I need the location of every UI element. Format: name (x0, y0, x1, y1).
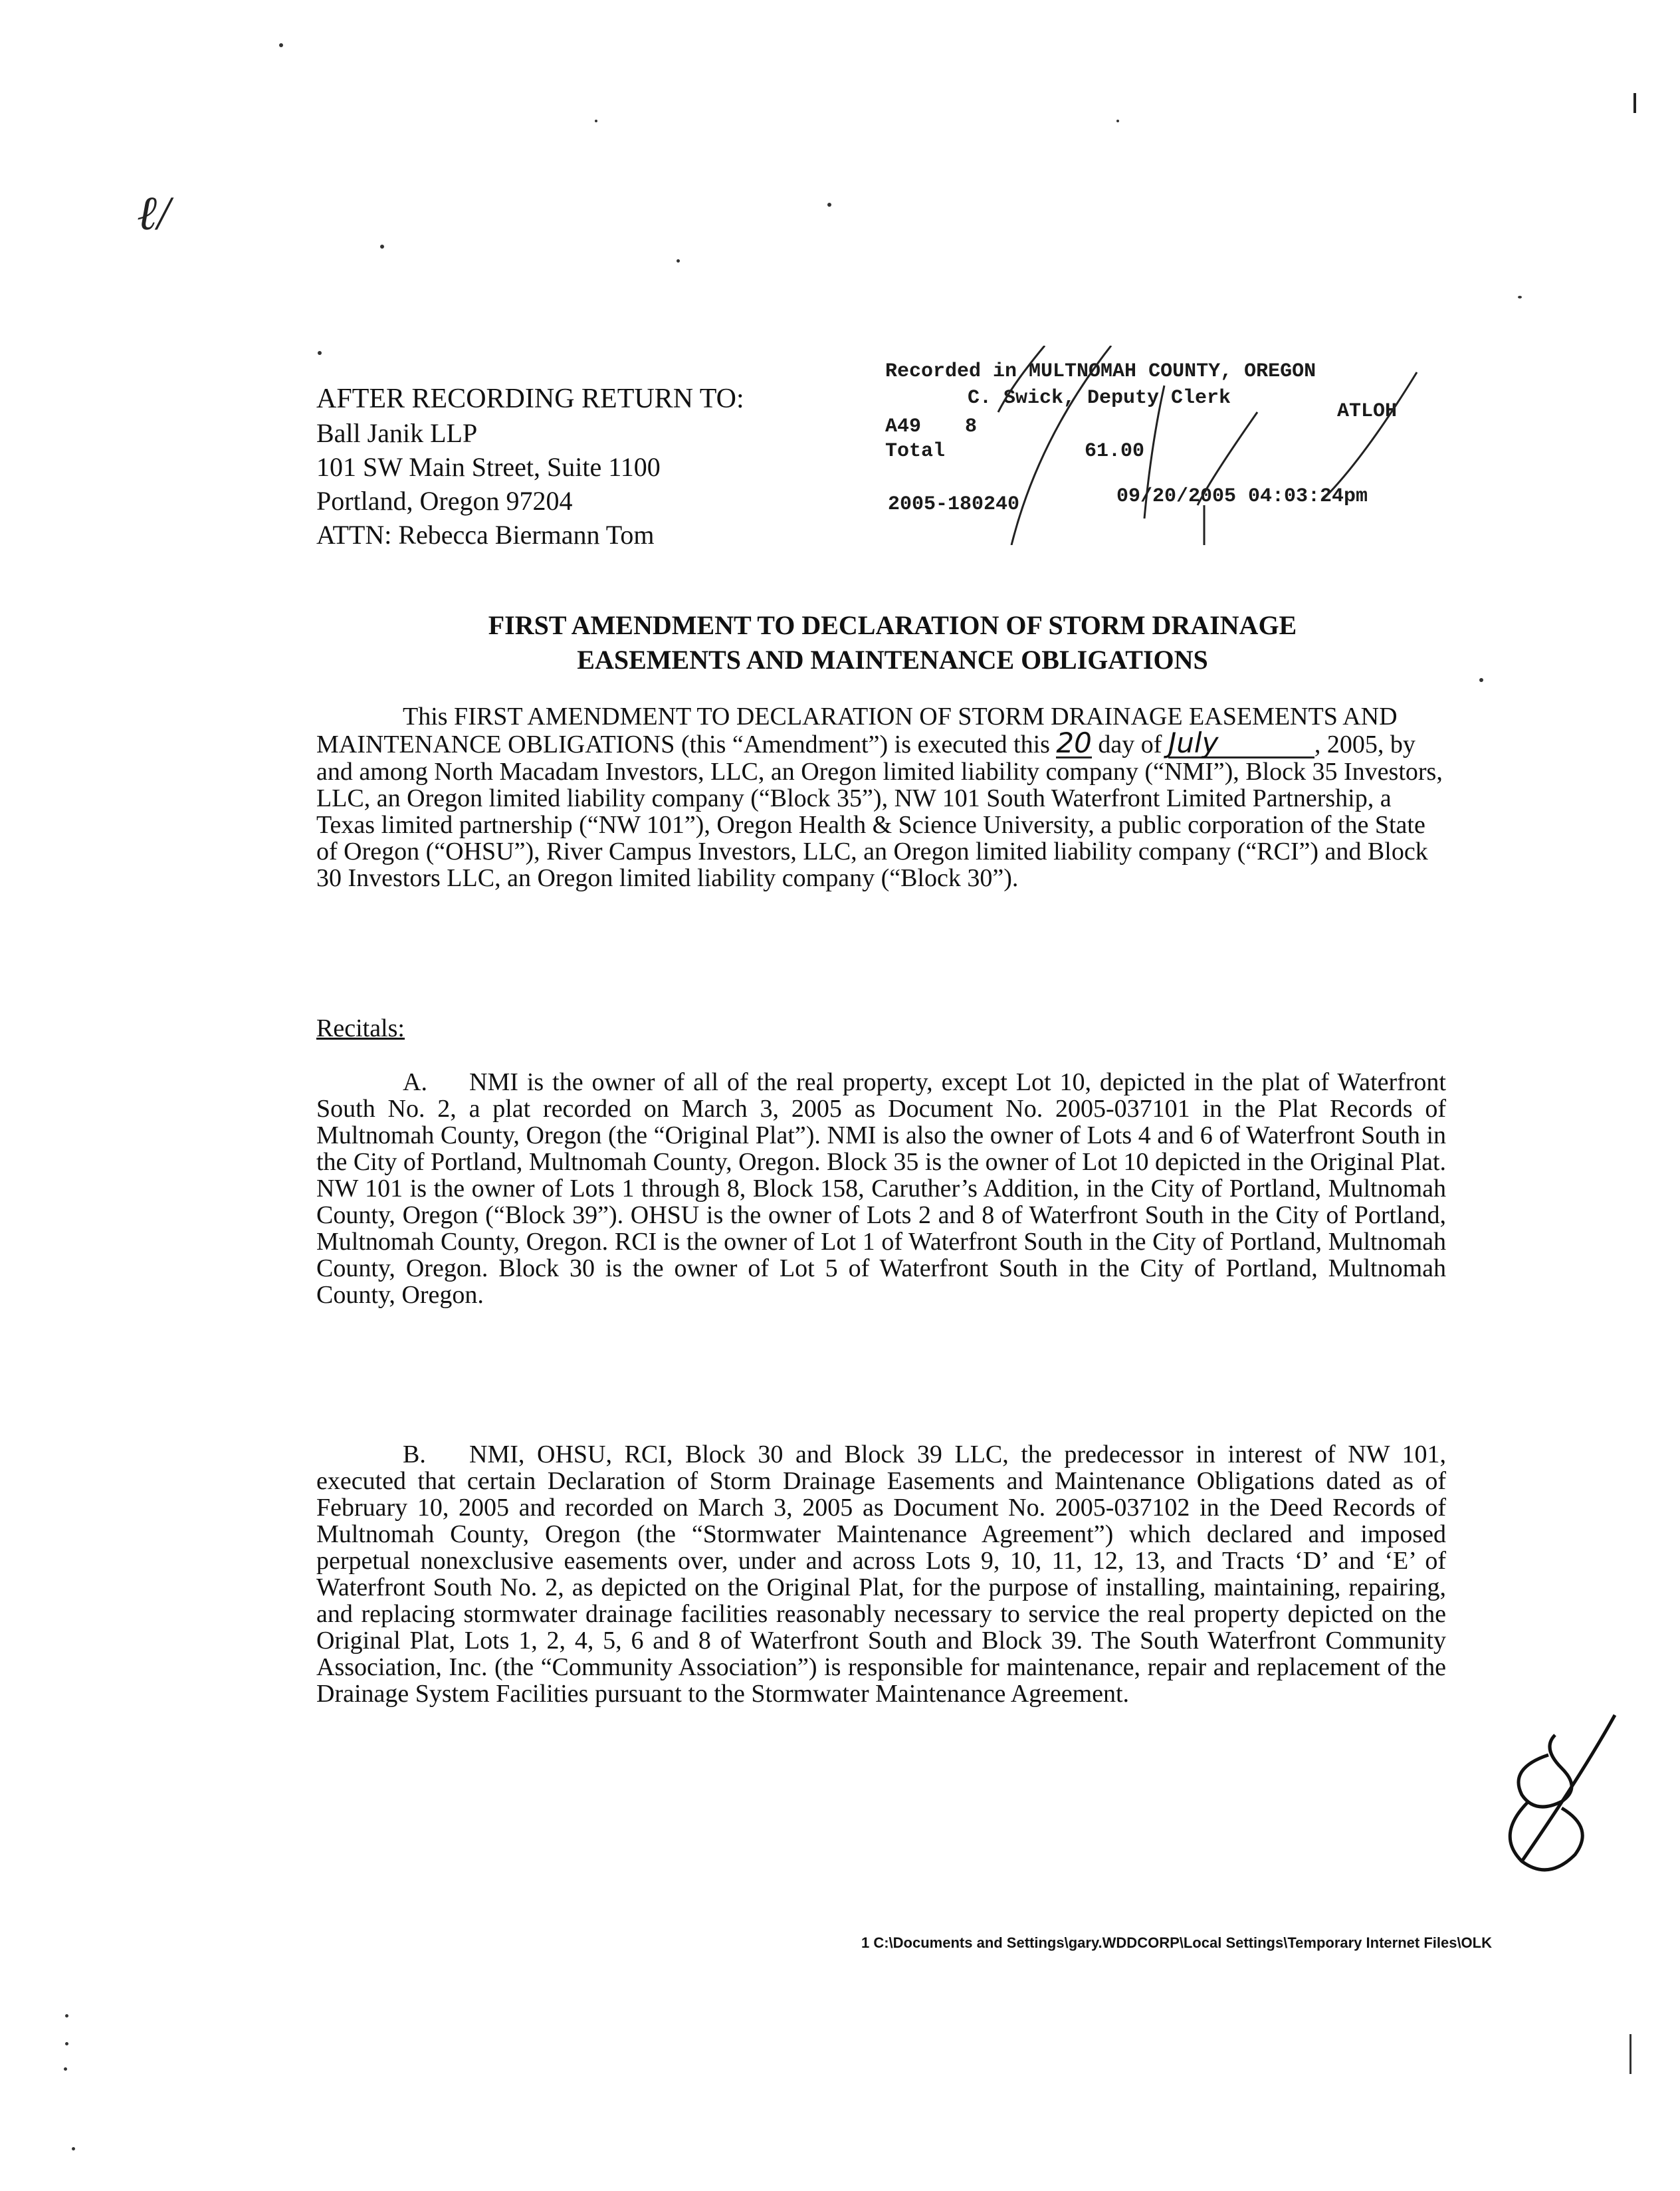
recital-b-paragraph (316, 1441, 1446, 1707)
scan-speck (827, 203, 831, 207)
return-heading: AFTER RECORDING RETURN TO: (316, 384, 744, 414)
stamp-total-label: Total (885, 440, 946, 463)
scan-speck (677, 259, 680, 263)
intro-paragraph (316, 703, 1446, 891)
stamp-recorded: Recorded in MULTNOMAH COUNTY, OREGON (885, 360, 1316, 383)
title-line-2: EASEMENTS AND MAINTENANCE OBLIGATIONS (577, 645, 1208, 675)
return-street: 101 SW Main Street, Suite 1100 (316, 452, 661, 482)
stamp-pen-strokes (885, 346, 1470, 545)
scan-speck (64, 2067, 67, 2071)
recital-a-text: NMI is the owner of all of the real property, except Lot 10, depicted in the plat of Waterfront South No. 2, a plat recorded on March 3, 2005 as Document No. 2005-037101 in the Plat Records of Multnomah County, Oregon (the “Original Plat”). NMI is also the owner of Lots 4 and 6 of Waterfront South in the City of Portland, Multnomah County, Oregon. Block 35 is the owner of Lot 10 depicted in the Original Plat. NW 101 is the owner of Lots 1 through 8, Block 158, Caruther’s Addition, in the City of Portland, Multnomah County, Oregon (“Block 39”). OHSU is the owner of Lots 2 and 8 of Waterfront South in the City of Portland, Multnomah County, Oregon. RCI is the owner of Lot 1 of Waterfront South in the City of Portland, Multnomah County, Oregon. Block 30 is the owner of Lot 5 of Waterfront South in the City of Portland, Multnomah County, Oregon. (316, 1068, 1446, 1309)
return-firm: Ball Janik LLP (316, 418, 478, 448)
stamp-total: 61.00 (1085, 440, 1145, 463)
scan-speck (279, 43, 283, 47)
scan-speck (318, 351, 322, 355)
handwritten-initials (1482, 1708, 1628, 1881)
stamp-atl: ATLOH (1337, 400, 1398, 423)
stamp-number: 8 (965, 415, 978, 438)
return-city: Portland, Oregon 97204 (316, 486, 573, 516)
recital-a-paragraph (316, 1069, 1446, 1308)
scan-mark: ℓ/ (137, 187, 170, 240)
scan-edge-mark (1629, 2034, 1631, 2074)
intro-text-2: day of (1098, 731, 1162, 758)
scan-speck (595, 120, 597, 122)
stamp-code: A49 (885, 415, 922, 438)
scan-speck (72, 2147, 75, 2150)
intro-text-3: , 2005, by and among North Macadam Investors, LLC, an Oregon limited liability company (“NMI”), Block 35 Investors, LLC, an Oregon limited liability company (“Block 35”), NW 101 South Waterfront Limited Partnership, a Texas limited partnership (“NW 101”), Oregon Health & Science University, a public corporation of the State of Oregon (“OHSU”), River Campus Investors, LLC, an Oregon limited liability company (“RCI”) and Block 30 Investors LLC, an Oregon limited liability company (“Block 30”). (316, 731, 1443, 892)
scan-speck (1518, 296, 1522, 298)
recital-b-letter: B. (403, 1441, 426, 1468)
scan-speck (1116, 120, 1119, 122)
recording-stamp (885, 346, 1470, 545)
recital-a-letter: A. (403, 1068, 427, 1096)
scan-edge-mark (1633, 93, 1636, 113)
return-attn: ATTN: Rebecca Biermann Tom (316, 520, 655, 550)
stamp-datetime: 09/20/2005 04:03:24pm (1116, 485, 1368, 508)
handwritten-month: July (1168, 730, 1314, 758)
document-title (316, 608, 1469, 677)
handwritten-day: 20 (1056, 727, 1092, 759)
scan-speck (1479, 678, 1483, 682)
footer-file-path: 1 C:\Documents and Settings\gary.WDDCORP\Local Settings\Temporary Internet Files\OLK (861, 1934, 1492, 1951)
scan-speck (65, 2042, 68, 2045)
stamp-doc-number: 2005-180240 (888, 493, 1020, 516)
return-address-block (316, 382, 744, 552)
stamp-clerk: C. Swick, Deputy Clerk (968, 387, 1231, 409)
title-line-1: FIRST AMENDMENT TO DECLARATION OF STORM DRAINAGE (488, 610, 1297, 640)
intro-text-1: This FIRST AMENDMENT TO DECLARATION OF STORM DRAINAGE EASEMENTS AND MAINTENANCE OBLIGATIONS (this “Amendment”) is executed this (316, 703, 1398, 758)
scan-speck (65, 2014, 68, 2018)
recitals-heading: Recitals: (316, 1014, 405, 1042)
scan-speck (380, 245, 384, 249)
recital-b-text: NMI, OHSU, RCI, Block 30 and Block 39 LLC, the predecessor in interest of NW 101, executed that certain Declaration of Storm Drainage Easements and Maintenance Obligations dated as of February 10, 2005 and recorded on March 3, 2005 as Document No. 2005-037102 in the Deed Records of Multnomah County, Oregon (the “Stormwater Maintenance Agreement”) which declared and imposed perpetual nonexclusive easements over, under and across Lots 9, 10, 11, 12, 13, and Tracts ‘D’ and ‘E’ of Waterfront South No. 2, as depicted on the Original Plat, for the purpose of installing, maintaining, repairing, and replacing stormwater drainage facilities reasonably necessary to service the real property depicted on the Original Plat, Lots 1, 2, 4, 5, 6 and 8 of Waterfront South and Block 39. The South Waterfront Community Association, Inc. (the “Community Association”) is responsible for maintenance, repair and replacement of the Drainage System Facilities pursuant to the Stormwater Maintenance Agreement. (316, 1441, 1446, 1708)
